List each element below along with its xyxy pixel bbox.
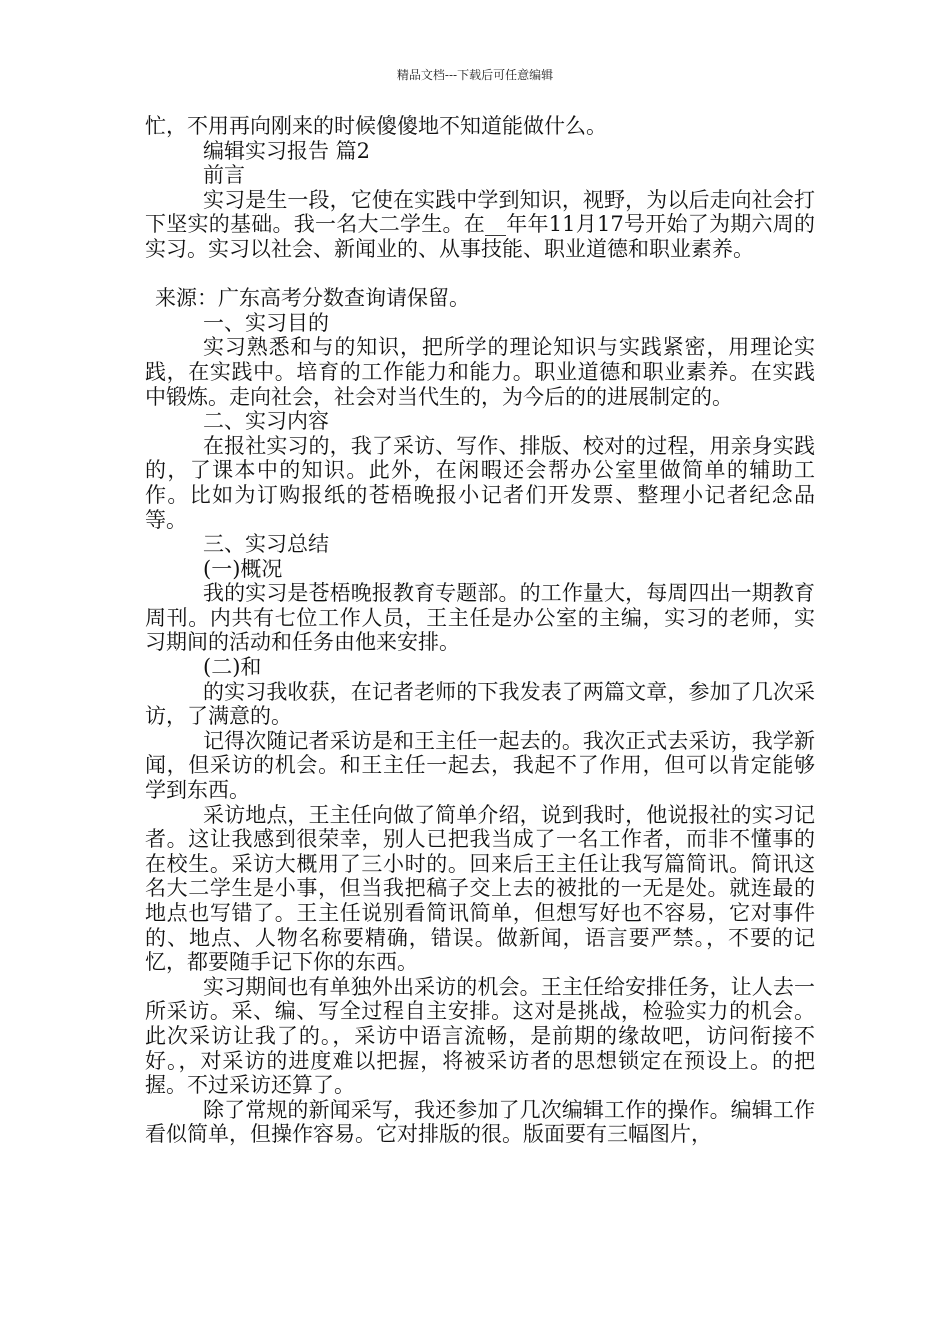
paragraph-editing: 除了常规的新闻采写，我还参加了几次编辑工作的操作。编辑工作看似简单，但操作容易。它对排版的很。版面要有三幅图片，	[145, 1097, 815, 1147]
paragraph-continuation: 忙，不用再向刚来的时候傻傻地不知道能做什么。	[145, 114, 607, 138]
subheading-two: (二)和	[203, 655, 262, 680]
paragraph-preface: 实习是生一段，它使在实践中学到知识，视野，为以后走向社会打下坚实的基础。我一名大二学生。在__年年11月17号开始了为期六周的实习。实习以社会、新闻业的、从事技能、职业道德和职业素养。	[145, 187, 815, 261]
paragraph-gains: 的实习我收获，在记者老师的下我发表了两篇文章，参加了几次采访，了满意的。	[145, 679, 815, 729]
section-heading-purpose: 一、实习目的	[203, 310, 329, 335]
section-heading-preface: 前言	[203, 163, 245, 188]
section-heading-summary: 三、实习总结	[203, 532, 329, 557]
page-header: 精品文档---下载后可任意编辑	[396, 68, 554, 82]
paragraph-content: 在报社实习的，我了采访、写作、排版、校对的过程，用亲身实践的，了课本中的知识。此外，在闲暇还会帮办公室里做简单的辅助工作。比如为订购报纸的苍梧晚报小记者们开发票、整理小记者纪念品等。	[145, 433, 815, 532]
document-body	[145, 114, 815, 1147]
source-note: 来源：广东高考分数查询请保留。	[155, 286, 470, 311]
report-title: 编辑实习报告 篇2	[203, 138, 371, 163]
paragraph-interview-site: 采访地点，王主任向做了简单介绍，说到我时，他说报社的实习记者。这让我感到很荣幸，别人已把我当成了一名工作者，而非不懂事的在校生。采访大概用了三小时的。回来后王主任让我写篇简讯。简讯这名大二学生是小事，但当我把稿子交上去的被批的一无是处。就连最的地点也写错了。王主任说别看简讯简单，但想写好也不容易，它对事件的、地点、人物名称要精确，错误。做新闻，语言要严禁。，不要的记忆，都要随手记下你的东西。	[145, 802, 815, 975]
paragraph-overview: 我的实习是苍梧晚报教育专题部。的工作量大，每周四出一期教育周刊。内共有七位工作人员，王主任是办公室的主编，实习的老师，实习期间的活动和任务由他来安排。	[145, 581, 815, 655]
paragraph-purpose: 实习熟悉和与的知识，把所学的理论知识与实践紧密，用理论实践，在实践中。培育的工作能力和能力。职业道德和职业素养。在实践中锻炼。走向社会，社会对当代生的，为今后的的进展制定的。	[145, 335, 815, 409]
paragraph-first-interview: 记得次随记者采访是和王主任一起去的。我次正式去采访，我学新闻，但采访的机会。和王主任一起去，我起不了作用，但可以肯定能够学到东西。	[145, 728, 815, 803]
blank-line	[145, 262, 815, 287]
section-heading-content: 二、实习内容	[203, 409, 329, 434]
paragraph-solo-interview: 实习期间也有单独外出采访的机会。王主任给安排任务，让人去一所采访。采、编、写全过程自主安排。这对是挑战，检验实力的机会。此次采访让我了的。，采访中语言流畅，是前期的缘故吧，访问衔接不好。，对采访的进度难以把握，将被采访者的思想锁定在预设上。的把握。不过采访还算了。	[145, 974, 815, 1098]
subheading-overview: (一)概况	[203, 556, 283, 581]
